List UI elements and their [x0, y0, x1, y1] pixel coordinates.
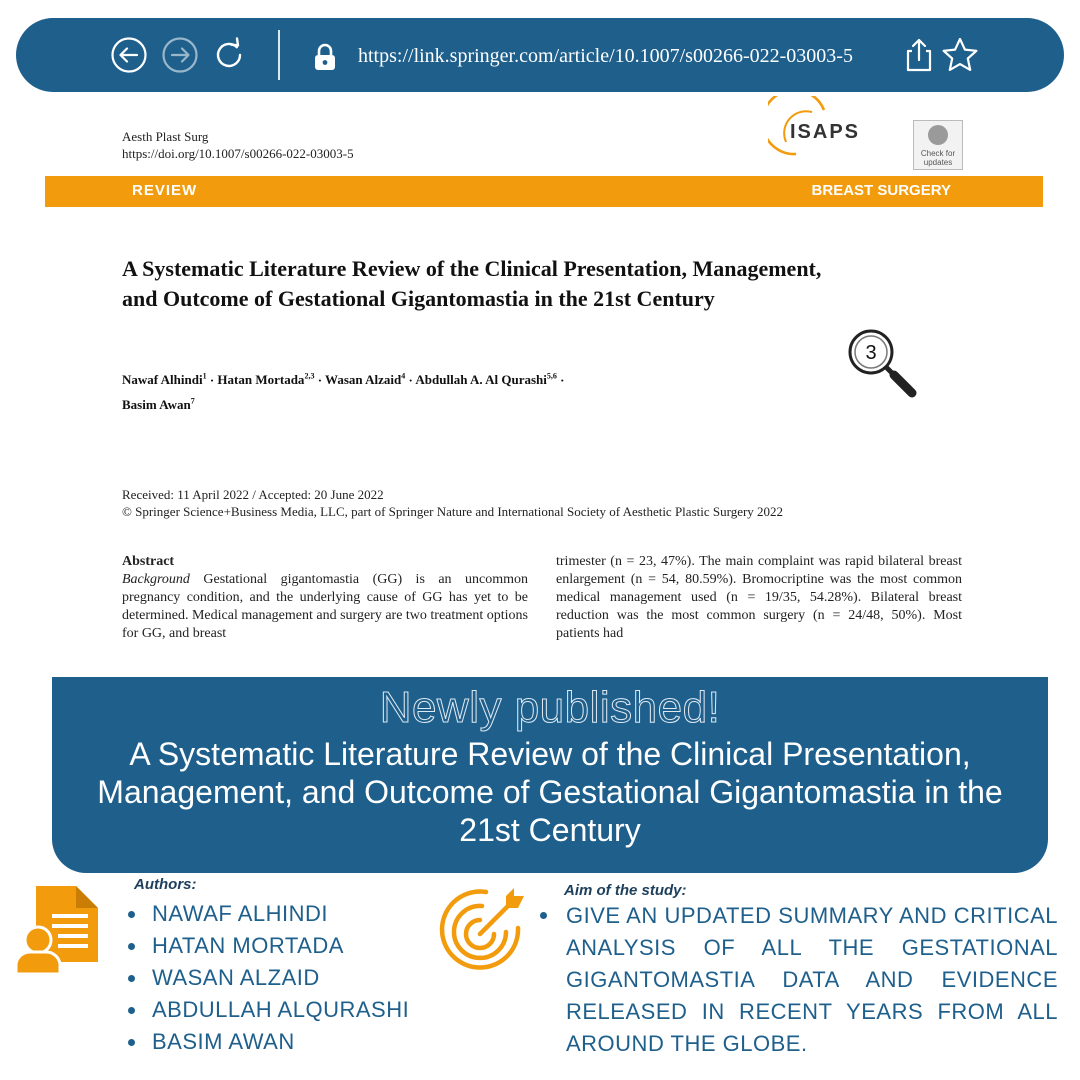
author-list [126, 898, 409, 1058]
paper-author[interactable]: Abdullah A. Al Qurashi$^{5,6}$ [415, 372, 557, 388]
address-bar-url[interactable]: https://link.springer.com/article/10.1007/s00266-022-03003-5 [358, 45, 853, 67]
abstract-left-text: Background Gestational gigantomastia (GG) is an uncommon pregnancy condition, and the underlying cause of GG has yet to be determined. Medical management and surgery are two treatment options for GG, and breast [122, 572, 529, 641]
journal-info [122, 128, 354, 162]
target-arrow-icon [434, 884, 528, 978]
publication-dates [122, 486, 783, 520]
journal-name: Aesth Plast Surg [122, 129, 209, 144]
list-item: NAWAF ALHINDI [126, 898, 409, 930]
abstract-background-label: Background [122, 572, 190, 587]
document-user-icon [14, 884, 106, 976]
paper-author[interactable]: Nawaf Alhindi$^1$ [122, 372, 207, 388]
magnifier-icon [844, 326, 920, 402]
aim-text: GIVE AN UPDATED SUMMARY AND CRITICAL ANALYSIS OF ALL THE GESTATIONAL GIGANTOMASTIA DATA AND EVIDENCE RELEASED IN RECENT YEARS FROM ALL AROUND THE GLOBE. [566, 903, 1058, 1056]
lock-icon [312, 42, 338, 72]
authors-label: Authors: [134, 876, 197, 893]
paper-author[interactable]: Basim Awan$^7$ [122, 396, 195, 412]
logo-text: ISAPS [790, 121, 861, 143]
paper-title: A Systematic Literature Review of the Clinical Presentation, Management, and Outcome of Gestational Gigantomastia in the 21st Century [122, 256, 822, 311]
paper-author[interactable]: Hatan Mortada$^{2,3}$ [217, 372, 315, 388]
reload-icon[interactable] [210, 36, 248, 74]
browser-bar [16, 18, 1064, 92]
abstract-heading: Abstract [122, 554, 175, 569]
category-left: REVIEW [132, 182, 198, 199]
banner-title: A Systematic Literature Review of the Clinical Presentation, Management, and Outcome of Gestational Gigantomastia in the 21st Century [97, 736, 1003, 848]
magnifier-number: 3 [865, 342, 877, 364]
category-right: BREAST SURGERY [811, 182, 951, 199]
journal-doi[interactable]: https://doi.org/10.1007/s00266-022-03003-5 [122, 146, 354, 161]
aim-bullet [540, 912, 547, 919]
back-arrow-icon[interactable] [110, 36, 148, 74]
list-item: ABDULLAH ALQURASHI [126, 994, 409, 1026]
paper-authors: Nawaf Alhindi$^1$ · Hatan Mortada$^{2,3}$ · Wasan Alzaid$^4$ · Abdullah A. Al Qurashi$^{5,6}$ · Basim Awan$^7$ [122, 372, 565, 412]
category-bar [45, 176, 1043, 207]
share-icon[interactable] [900, 36, 938, 74]
abstract-right-column: trimester (n = 23, 47%). The main complaint was rapid bilateral breast enlargement (n = 54, 80.59%). Bromocriptine was the most common medical management used (n = 19/35, 54.28%). Bilateral breast reduction was the most common surgery (n = 24/48, 50%). Most patients had [556, 554, 962, 641]
paper-author[interactable]: Wasan Alzaid$^4$ [325, 372, 406, 388]
list-item: BASIM AWAN [126, 1026, 409, 1058]
received-accepted: Received: 11 April 2022 / Accepted: 20 June 2022 [122, 487, 384, 502]
toolbar-divider [278, 30, 280, 80]
aim-label: Aim of the study: [564, 882, 687, 899]
banner-heading: Newly published! [379, 683, 721, 732]
list-item: WASAN ALZAID [126, 962, 409, 994]
forward-arrow-icon[interactable] [161, 36, 199, 74]
list-item: HATAN MORTADA [126, 930, 409, 962]
isaps-logo [768, 96, 886, 162]
check-updates-label: Check for updates [920, 149, 956, 167]
check-updates-icon [928, 125, 948, 145]
abstract-left-column [122, 553, 528, 643]
announcement-banner [52, 677, 1048, 873]
check-for-updates-badge[interactable] [913, 120, 963, 170]
star-icon[interactable] [940, 36, 980, 74]
copyright: © Springer Science+Business Media, LLC, part of Springer Nature and International Society of Aesthetic Plastic Surgery 2022 [122, 504, 784, 519]
